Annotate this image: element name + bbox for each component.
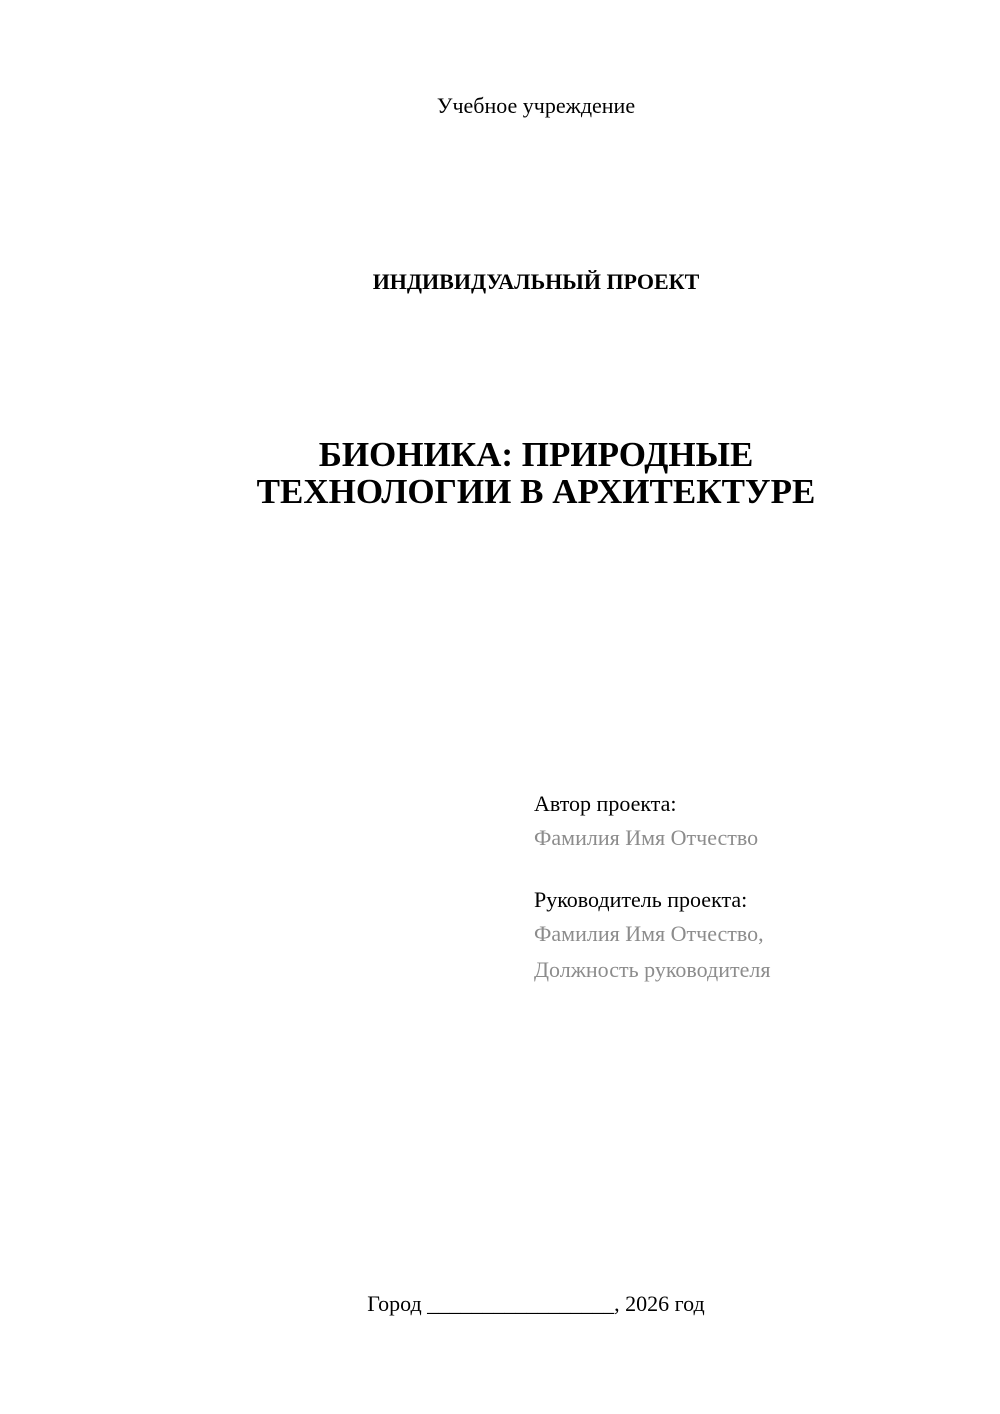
project-title-line-1: БИОНИКА: ПРИРОДНЫЕ [318,435,754,474]
city-year-line: Город _________________, 2026 год [367,1291,705,1316]
author-name: Фамилия Имя Отчество [534,825,759,850]
project-title [186,436,886,510]
project-type-heading: ИНДИВИДУАЛЬНЫЙ ПРОЕКТ [372,269,700,294]
institution-name: Учебное учреждение [436,93,636,118]
supervisor-position: Должность руководителя [534,957,771,982]
supervisor-name: Фамилия Имя Отчество, [534,921,764,946]
project-participants [534,788,954,988]
supervisor-label: Руководитель проекта: [534,887,748,912]
author-label: Автор проекта: [534,791,677,816]
project-title-line-2: ТЕХНОЛОГИИ В АРХИТЕКТУРЕ [256,472,816,511]
participants-spacer [534,856,954,884]
